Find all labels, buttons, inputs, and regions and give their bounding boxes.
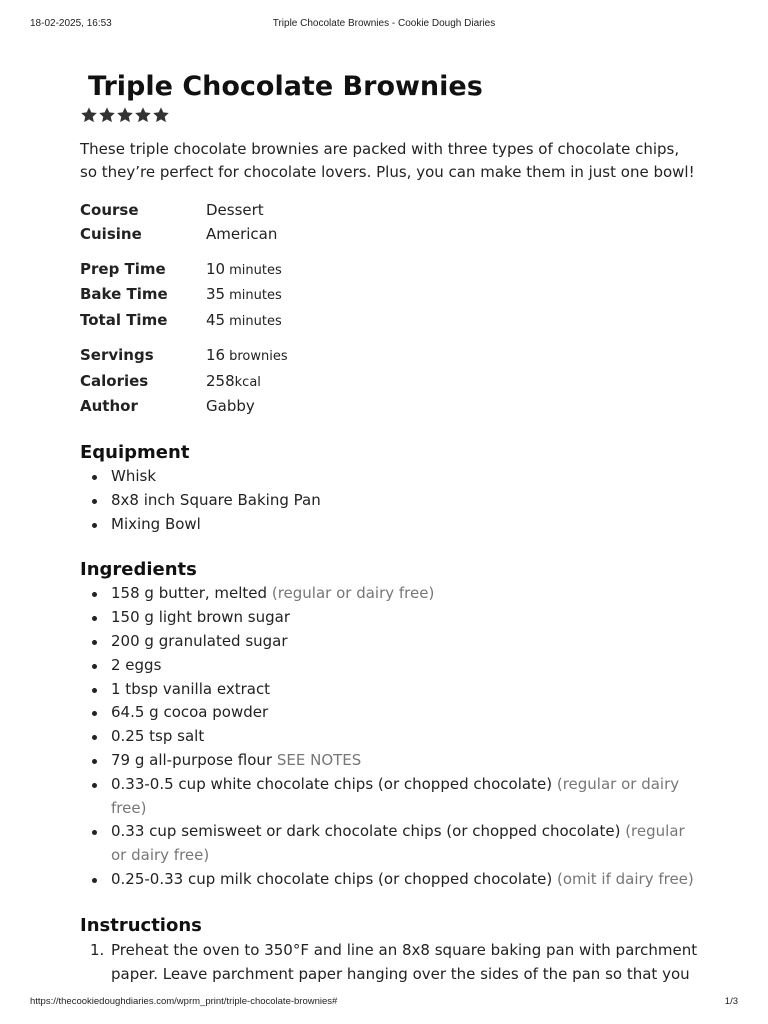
meta-label: Calories (80, 371, 149, 390)
ingredient-note: (regular or dairy free) (111, 774, 680, 817)
meta-unit: minutes (229, 288, 282, 304)
list-item (80, 701, 700, 725)
meta-number: 258 (206, 371, 235, 390)
ingredients-list (80, 582, 700, 891)
ingredient-text: 0.25 tsp salt (111, 727, 205, 746)
equipment-heading: Equipment (80, 442, 190, 463)
meta-value: Gabby (206, 397, 255, 416)
meta-author (80, 394, 700, 420)
recipe-card (80, 70, 700, 986)
list-item (80, 630, 700, 654)
meta-number: 10 (206, 259, 226, 278)
meta-label: Cuisine (80, 225, 142, 243)
instructions-section (80, 914, 700, 986)
list-item (80, 749, 700, 773)
recipe-title: Triple Chocolate Brownies (88, 71, 483, 102)
meta-label: Bake Time (80, 285, 168, 304)
meta-number: 35 (206, 285, 226, 304)
meta-group-times (80, 256, 700, 333)
meta-group-category (80, 198, 700, 246)
ingredients-section (80, 558, 700, 891)
meta-value (206, 372, 261, 390)
recipe-meta (80, 198, 700, 419)
ingredient-text: 158 g butter, melted (111, 584, 268, 603)
ingredient-text: 150 g light brown sugar (111, 608, 290, 627)
ingredient-note: (omit if dairy free) (556, 869, 694, 888)
meta-label: Prep Time (80, 259, 166, 278)
equipment-list (80, 465, 700, 536)
meta-bake-time (80, 282, 700, 308)
ingredient-text: 200 g granulated sugar (111, 631, 288, 650)
print-page-title: Triple Chocolate Brownies - Cookie Dough Diaries (272, 18, 496, 29)
meta-value (206, 346, 288, 364)
recipe-summary: These triple chocolate brownies are packed with three types of chocolate chips, so they’re perfect for chocolate lovers. Plus, you can make them in just one bowl! (80, 140, 695, 181)
equipment-section (80, 441, 700, 536)
ingredients-heading: Ingredients (80, 559, 197, 581)
ingredient-text: 1 tbsp vanilla extract (111, 679, 271, 698)
step-number: 1. (90, 940, 105, 959)
list-item (80, 678, 700, 702)
meta-unit: brownies (229, 349, 288, 365)
ingredient-text: 0.33 cup semisweet or dark chocolate chips (or chopped chocolate) (111, 822, 621, 841)
meta-unit: kcal (234, 374, 261, 390)
list-item (80, 868, 700, 892)
list-item (80, 773, 700, 821)
meta-value (206, 260, 282, 278)
list-item: Mixing Bowl (80, 513, 700, 537)
star-icon (98, 106, 116, 124)
print-url: https://thecookiedoughdiaries.com/wprm_print/triple-chocolate-brownies# (30, 996, 338, 1007)
print-date: 18-02-2025, 16:53 (30, 18, 112, 29)
instructions-heading: Instructions (80, 914, 202, 936)
meta-calories (80, 368, 700, 394)
list-item (80, 582, 700, 606)
star-icon (80, 106, 98, 124)
star-icon (152, 106, 170, 124)
meta-group-servings (80, 343, 700, 420)
meta-value: American (206, 225, 278, 243)
meta-label: Servings (80, 346, 154, 365)
step-text: Preheat the oven to 350°F and line an 8x8 square baking pan with parchment paper. Leave parchment paper hanging over the sides of the pan so that you (111, 940, 698, 983)
meta-label: Course (80, 201, 139, 219)
star-icon (116, 106, 134, 124)
meta-value: Dessert (206, 201, 264, 219)
star-icon (134, 106, 152, 124)
meta-total-time (80, 307, 700, 333)
meta-value (206, 285, 282, 303)
meta-servings (80, 343, 700, 369)
ingredient-note: SEE NOTES (276, 750, 362, 769)
print-page-number: 1/3 (724, 996, 738, 1007)
instruction-step (80, 938, 700, 986)
meta-prep-time (80, 256, 700, 282)
ingredient-text: 64.5 g cocoa powder (111, 703, 269, 722)
ingredient-note: (regular or dairy free) (111, 822, 685, 865)
meta-unit: minutes (229, 262, 282, 278)
list-item (80, 606, 700, 630)
ingredient-text: 2 eggs (111, 655, 162, 674)
meta-number: 16 (206, 346, 226, 365)
star-rating (80, 106, 700, 128)
meta-label: Total Time (80, 310, 168, 329)
meta-unit: minutes (229, 313, 282, 329)
ingredient-text: 0.25-0.33 cup milk chocolate chips (or chopped chocolate) (111, 869, 553, 888)
ingredient-note: (regular or dairy free) (271, 584, 435, 603)
list-item (80, 820, 700, 868)
ingredient-text: 79 g all-purpose flour (111, 750, 273, 769)
instructions-list (80, 938, 700, 986)
meta-label: Author (80, 397, 138, 416)
list-item (80, 725, 700, 749)
meta-cuisine (80, 222, 700, 246)
list-item: Whisk (80, 465, 700, 489)
ingredient-text: 0.33-0.5 cup white chocolate chips (or chopped chocolate) (111, 774, 553, 793)
meta-number: 45 (206, 310, 226, 329)
meta-value (206, 311, 282, 329)
list-item (80, 654, 700, 678)
meta-course (80, 198, 700, 222)
list-item: 8x8 inch Square Baking Pan (80, 489, 700, 513)
